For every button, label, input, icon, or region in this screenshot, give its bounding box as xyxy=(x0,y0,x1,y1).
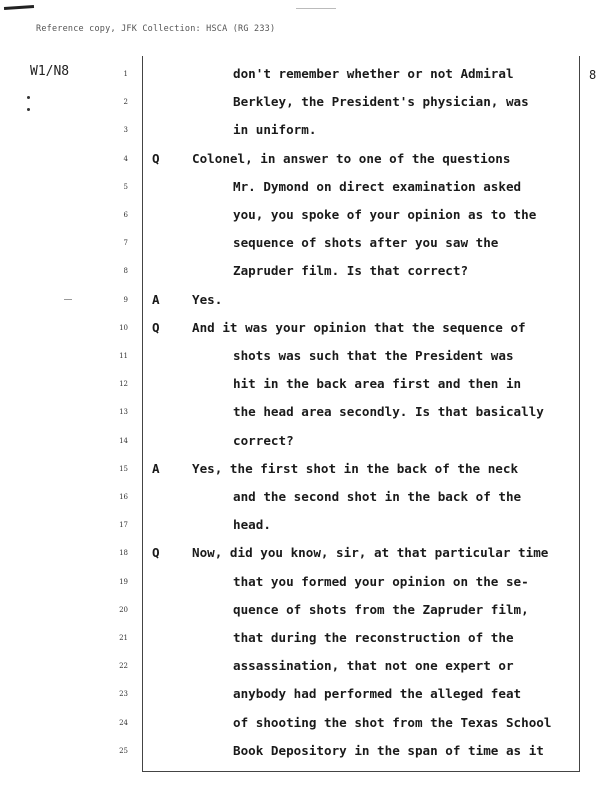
line-number: 5 xyxy=(123,182,128,191)
line-text: hit in the back area first and then in xyxy=(233,376,522,392)
transcript-line xyxy=(0,64,612,84)
transcript-line xyxy=(0,543,612,563)
line-text: And it was your opinion that the sequence of xyxy=(192,319,526,335)
line-number: 15 xyxy=(119,464,128,473)
line-text: Colonel, in answer to one of the questions xyxy=(192,150,511,166)
line-text: sequence of shots after you saw the xyxy=(233,235,499,251)
line-text: assassination, that not one expert or xyxy=(233,658,514,674)
line-number: 8 xyxy=(123,267,128,276)
line-text: correct? xyxy=(233,432,294,448)
transcript-line xyxy=(0,374,612,394)
line-text: and the second shot in the back of the xyxy=(233,489,522,504)
line-number: 7 xyxy=(123,239,128,248)
speaker-label: Q xyxy=(152,545,160,561)
line-number: 16 xyxy=(119,493,128,501)
line-text: Now, did you know, sir, at that particular time xyxy=(192,545,549,561)
line-number: 3 xyxy=(123,126,128,135)
transcript-line xyxy=(0,92,612,112)
transcript-line xyxy=(0,205,612,225)
line-number: 25 xyxy=(119,746,128,755)
line-number: 11 xyxy=(119,352,128,360)
line-number: 21 xyxy=(119,634,128,642)
speaker-label: Q xyxy=(152,319,160,335)
page-number: 8 xyxy=(589,68,597,82)
transcript-line xyxy=(0,600,612,620)
line-number: 4 xyxy=(123,154,128,163)
line-text: Zapruder film. Is that correct? xyxy=(233,263,469,279)
line-text: in uniform. xyxy=(233,122,317,138)
line-text: Yes. xyxy=(192,291,223,307)
transcript-line xyxy=(0,684,612,704)
transcript-line xyxy=(0,487,612,507)
transcript-line xyxy=(0,741,612,761)
line-text: don't remember whether or not Admiral xyxy=(233,66,514,81)
speaker-label: A xyxy=(152,460,160,476)
header-code: W1/N8 xyxy=(30,64,70,79)
line-number: 24 xyxy=(119,718,128,727)
transcript-line xyxy=(0,346,612,366)
transcript-line xyxy=(0,431,612,451)
line-number: 22 xyxy=(119,662,128,671)
transcript-line xyxy=(0,656,612,676)
line-text: shots was such that the President was xyxy=(233,348,514,363)
transcript-line xyxy=(0,459,612,479)
line-number: 2 xyxy=(123,98,128,107)
line-text: Book Depository in the span of time as it xyxy=(233,742,544,758)
transcript-line xyxy=(0,149,612,169)
transcript-line xyxy=(0,515,612,535)
scan-mark xyxy=(296,8,336,9)
line-number: 13 xyxy=(119,408,128,417)
line-text: quence of shots from the Zapruder film, xyxy=(233,601,529,617)
line-number: 10 xyxy=(119,323,128,332)
line-number: 18 xyxy=(119,549,128,558)
line-text: Yes, the first shot in the back of the neck xyxy=(192,460,519,476)
line-text: the head area secondly. Is that basically xyxy=(233,404,544,420)
line-text: Mr. Dymond on direct examination asked xyxy=(233,178,522,194)
line-number: 19 xyxy=(119,577,128,586)
line-text: that during the reconstruction of the xyxy=(233,630,514,645)
line-number: 14 xyxy=(119,436,128,445)
transcript-line xyxy=(0,177,612,197)
transcript-line xyxy=(0,120,612,140)
transcript-line xyxy=(0,318,612,338)
line-text: head. xyxy=(233,517,271,533)
transcript-line xyxy=(0,402,612,422)
transcript-line xyxy=(0,290,612,310)
line-number: 12 xyxy=(119,380,128,389)
transcript-line xyxy=(0,261,612,281)
line-text: Berkley, the President's physician, was xyxy=(233,94,529,110)
speaker-label: Q xyxy=(152,150,160,166)
transcript-line xyxy=(0,628,612,648)
line-number: 6 xyxy=(123,211,128,219)
transcript-line xyxy=(0,233,612,253)
scan-mark xyxy=(4,5,34,10)
transcript-line xyxy=(0,572,612,592)
line-number: 1 xyxy=(123,70,128,78)
reference-stamp: Reference copy, JFK Collection: HSCA (RG 233) xyxy=(36,24,276,34)
line-number: 17 xyxy=(119,521,128,530)
line-number: 23 xyxy=(119,690,128,699)
line-text: that you formed your opinion on the se- xyxy=(233,573,529,589)
speaker-label: A xyxy=(152,291,160,307)
line-text: of shooting the shot from the Texas School xyxy=(233,714,552,730)
line-number: 9 xyxy=(123,295,128,304)
line-text: anybody had performed the alleged feat xyxy=(233,686,522,702)
line-number: 20 xyxy=(119,605,128,614)
transcript-line xyxy=(0,713,612,733)
line-text: you, you spoke of your opinion as to the xyxy=(233,207,537,222)
